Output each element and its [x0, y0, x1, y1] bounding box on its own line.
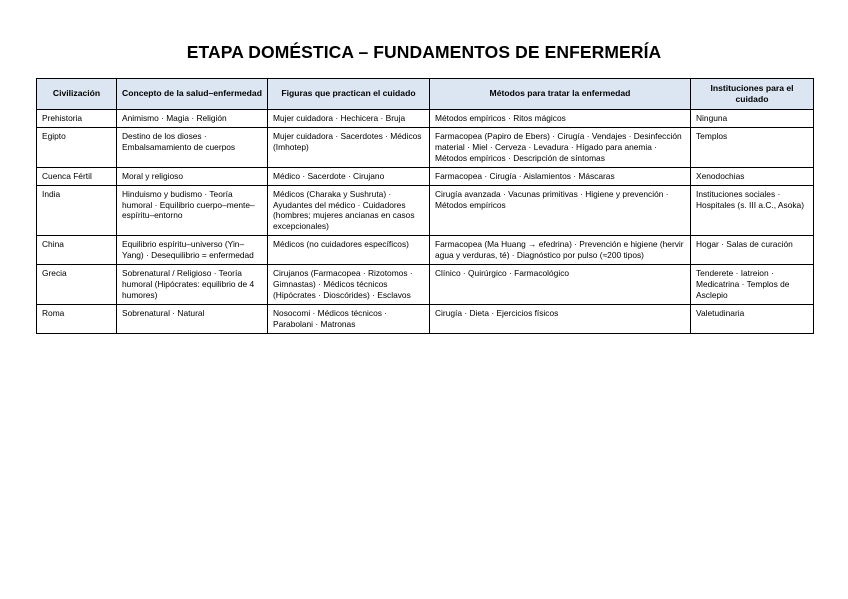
cell-figuras: Médico · Sacerdote · Cirujano: [268, 167, 430, 185]
cell-civilizacion: Roma: [37, 304, 117, 333]
cell-instituciones: Valetudinaria: [691, 304, 814, 333]
cell-civilizacion: Cuenca Fértil: [37, 167, 117, 185]
cell-metodos: Cirugía · Dieta · Ejercicios físicos: [430, 304, 691, 333]
col-header-concepto: Concepto de la salud–enfermedad: [117, 79, 268, 110]
col-header-instituciones: Instituciones para el cuidado: [691, 79, 814, 110]
cell-civilizacion: Grecia: [37, 265, 117, 305]
cell-instituciones: Instituciones sociales · Hospitales (s. III a.C., Asoka): [691, 185, 814, 236]
cell-civilizacion: Egipto: [37, 127, 117, 167]
cell-concepto: Hinduismo y budismo · Teoría humoral · Equilibrio cuerpo–mente–espíritu–entorno: [117, 185, 268, 236]
cell-figuras: Médicos (Charaka y Sushruta) · Ayudantes del médico · Cuidadores (hombres; mujeres ancianas en casos excepcionales): [268, 185, 430, 236]
cell-instituciones: Ninguna: [691, 110, 814, 128]
cell-figuras: Médicos (no cuidadores específicos): [268, 236, 430, 265]
table-row: [37, 127, 814, 167]
cell-civilizacion: China: [37, 236, 117, 265]
cell-concepto: Sobrenatural · Natural: [117, 304, 268, 333]
table-row: [37, 265, 814, 305]
cell-instituciones: Tenderete · Iatreion · Medicatrina · Templos de Asclepio: [691, 265, 814, 305]
cell-figuras: Mujer cuidadora · Hechicera · Bruja: [268, 110, 430, 128]
cell-concepto: Moral y religioso: [117, 167, 268, 185]
table-row: [37, 185, 814, 236]
cell-metodos: Farmacopea · Cirugía · Aislamientos · Máscaras: [430, 167, 691, 185]
col-header-figuras: Figuras que practican el cuidado: [268, 79, 430, 110]
cell-civilizacion: Prehistoria: [37, 110, 117, 128]
history-table: [36, 78, 814, 334]
cell-instituciones: Xenodochias: [691, 167, 814, 185]
col-header-civilizacion: Civilización: [37, 79, 117, 110]
cell-metodos: Clínico · Quirúrgico · Farmacológico: [430, 265, 691, 305]
cell-metodos: Métodos empíricos · Ritos mágicos: [430, 110, 691, 128]
cell-figuras: Cirujanos (Farmacopea · Rizotomos · Gimnastas) · Médicos técnicos (Hipócrates · Dioscórides) · Esclavos: [268, 265, 430, 305]
cell-concepto: Animismo · Magia · Religión: [117, 110, 268, 128]
cell-instituciones: Hogar · Salas de curación: [691, 236, 814, 265]
cell-civilizacion: India: [37, 185, 117, 236]
cell-figuras: Mujer cuidadora · Sacerdotes · Médicos (Imhotep): [268, 127, 430, 167]
table-row: [37, 167, 814, 185]
table-row: [37, 304, 814, 333]
table-row: [37, 236, 814, 265]
cell-concepto: Sobrenatural / Religioso · Teoría humoral (Hipócrates: equilibrio de 4 humores): [117, 265, 268, 305]
cell-metodos: Farmacopea (Papiro de Ebers) · Cirugía · Vendajes · Desinfección material · Miel · Cerveza · Levadura · Hígado para anemia · Métodos empíricos · Descripción de síntomas: [430, 127, 691, 167]
cell-metodos: Farmacopea (Ma Huang → efedrina) · Prevención e higiene (hervir agua y verduras, té) · Diagnóstico por pulso (≈200 tipos): [430, 236, 691, 265]
cell-concepto: Equilibrio espíritu–universo (Yin–Yang) · Desequilibrio = enfermedad: [117, 236, 268, 265]
table-row: [37, 110, 814, 128]
col-header-metodos: Métodos para tratar la enfermedad: [430, 79, 691, 110]
table-header-row: [37, 79, 814, 110]
document-title: ETAPA DOMÉSTICA – FUNDAMENTOS DE ENFERMERÍA: [186, 42, 662, 62]
cell-figuras: Nosocomi · Médicos técnicos · Parabolani · Matronas: [268, 304, 430, 333]
cell-metodos: Cirugía avanzada · Vacunas primitivas · Higiene y prevención · Métodos empíricos: [430, 185, 691, 236]
cell-instituciones: Templos: [691, 127, 814, 167]
cell-concepto: Destino de los dioses · Embalsamamiento de cuerpos: [117, 127, 268, 167]
